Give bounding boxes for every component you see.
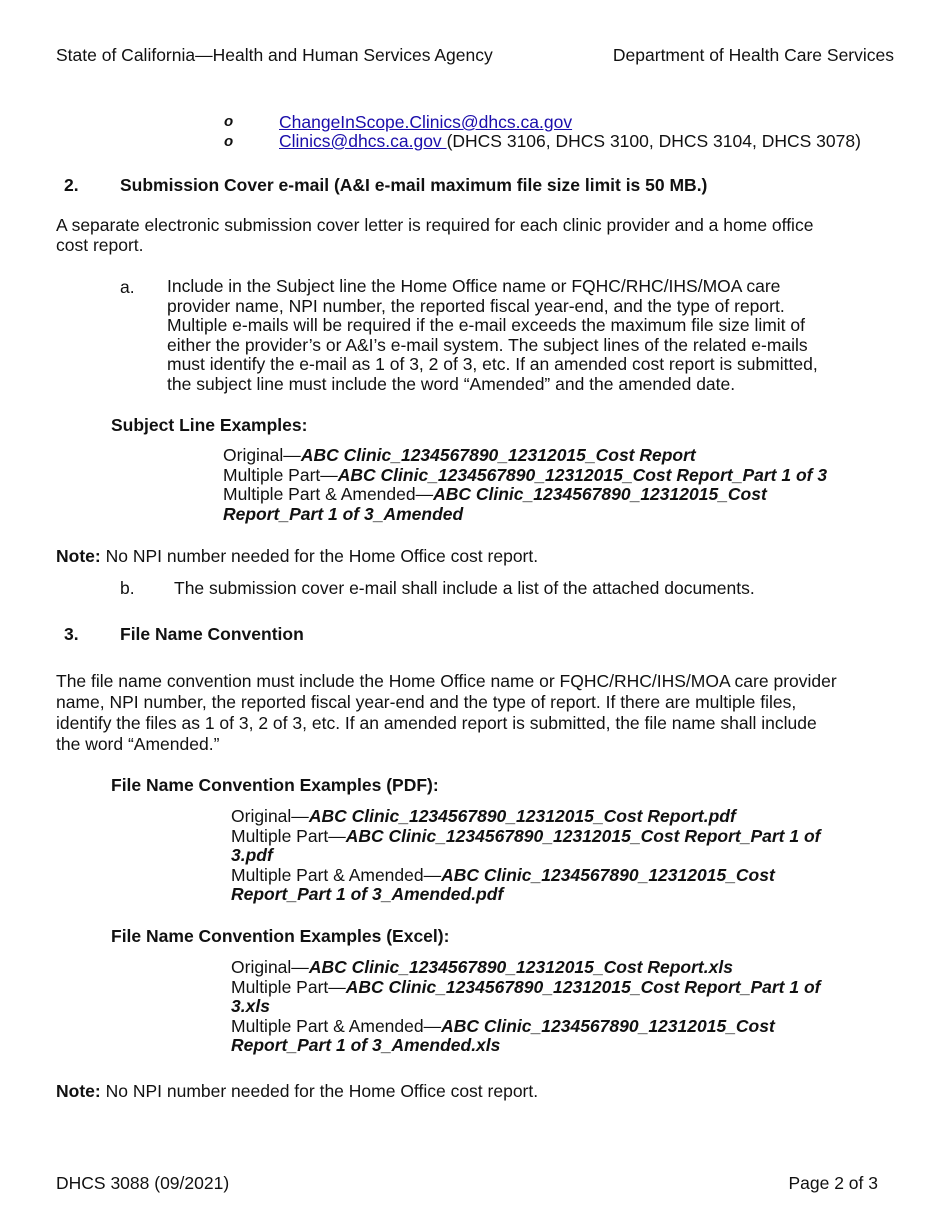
example-line: Multiple Part & Amended—ABC Clinic_1234567890_12312015_Cost [231, 1015, 775, 1036]
change-in-scope-email-link[interactable]: ChangeInScope.Clinics@dhcs.ca.gov [279, 112, 573, 132]
pdf-examples-heading: File Name Convention Examples (PDF): [111, 775, 439, 795]
section-3-intro: The file name convention must include the Home Office name or FQHC/RHC/IHS/MOA care provider name, NPI number, the reported fiscal year-end and the type of report. If there are multiple files, identify the files as 1 of 3, 2 of 3, etc. If an amended report is submitted, the file name shall include the word “Amended.” [56, 671, 837, 754]
excel-examples-heading: File Name Convention Examples (Excel): [111, 926, 450, 946]
example-line: Report_Part 1 of 3_Amended.pdf [231, 884, 504, 904]
clinics-email-link[interactable]: Clinics@dhcs.ca.gov [279, 131, 447, 151]
example-line: Original—ABC Clinic_1234567890_12312015_Cost Report.pdf [231, 806, 736, 826]
example-line: 3.xls [231, 996, 270, 1016]
item-a-label: a. [120, 277, 135, 297]
pdf-examples [231, 807, 820, 905]
example-line: Multiple Part & Amended—ABC Clinic_1234567890_12312015_Cost [231, 864, 775, 885]
section-3-number: 3. [64, 624, 79, 644]
example-line: 3.pdf [231, 845, 273, 865]
header-agency: State of California—Health and Human Services Agency [56, 45, 493, 65]
subject-line-examples [223, 446, 827, 524]
header-department: Department of Health Care Services [612, 45, 894, 65]
example-line: Multiple Part—ABC Clinic_1234567890_12312015_Cost Report_Part 1 of 3 [223, 464, 828, 485]
section-2-heading: Submission Cover e-mail (A&I e-mail maximum file size limit is 50 MB.) [120, 175, 708, 195]
section-2-number: 2. [64, 175, 79, 195]
example-line: Report_Part 1 of 3_Amended.xls [231, 1035, 501, 1055]
example-line: Original—ABC Clinic_1234567890_12312015_Cost Report.xls [231, 957, 733, 977]
email-list-item [279, 112, 572, 132]
email-list-item [279, 131, 861, 151]
list-bullet: o [224, 133, 234, 150]
example-line: Report_Part 1 of 3_Amended [223, 503, 464, 524]
example-line: Multiple Part—ABC Clinic_1234567890_12312015_Cost Report_Part 1 of [231, 825, 821, 846]
footer-page-number: Page 2 of 3 [788, 1173, 878, 1193]
list-bullet: o [224, 113, 234, 130]
example-line: Multiple Part & Amended—ABC Clinic_1234567890_12312015_Cost [223, 484, 767, 504]
note-section-2: Note: No NPI number needed for the Home Office cost report. [56, 546, 539, 566]
footer-form-id: DHCS 3088 (09/2021) [56, 1173, 230, 1193]
item-b-label: b. [120, 578, 135, 598]
section-2-intro: A separate electronic submission cover letter is required for each clinic provider and a home office cost report. [56, 215, 814, 255]
excel-examples [231, 958, 820, 1056]
item-b-text: The submission cover e-mail shall include a list of the attached documents. [174, 578, 755, 598]
note-section-3: Note: No NPI number needed for the Home Office cost report. [56, 1081, 539, 1101]
email-forms-note: (DHCS 3106, DHCS 3100, DHCS 3104, DHCS 3078) [446, 131, 861, 151]
example-line: Multiple Part—ABC Clinic_1234567890_12312015_Cost Report_Part 1 of [231, 976, 821, 997]
subject-line-examples-heading: Subject Line Examples: [111, 415, 308, 435]
item-a-text: Include in the Subject line the Home Office name or FQHC/RHC/IHS/MOA care provider name, NPI number, the reported fiscal year-end, and the type of report. Multiple e-mails will be required if the e-mail exceeds the maximum file size limit of either the provider’s or A&I’s e-mail system. The subject lines of the related e-mails must identify the e-mail as 1 of 3, 2 of 3, etc. If an amended cost report is submitted, the subject line must include the word “Amended” and the amended date. [167, 276, 818, 394]
example-line: Original—ABC Clinic_1234567890_12312015_Cost Report [223, 445, 696, 465]
section-3-heading: File Name Convention [120, 624, 304, 644]
